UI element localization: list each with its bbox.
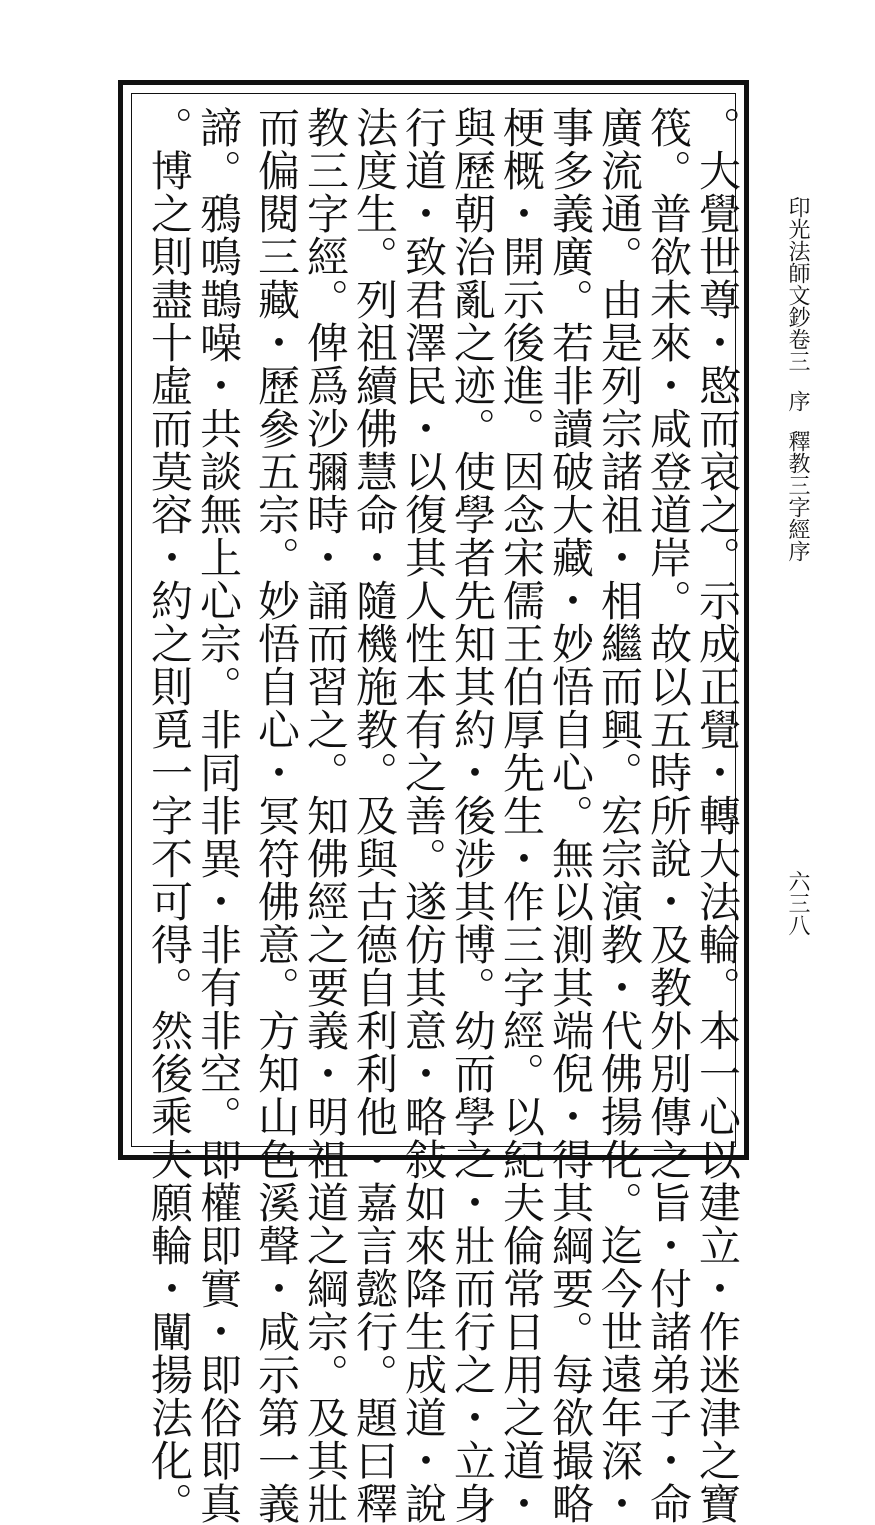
- text-column-8: 法度生。列祖續佛慧命・隨機施教。及與古德自利利他・嘉言懿行。題曰釋: [350, 106, 399, 1525]
- running-header: [783, 196, 811, 562]
- text-column-6: 與歷朝治亂之迹。使學者先知其約・後涉其博。幼而學之・壯而行之・立身: [448, 106, 497, 1525]
- text-column-9: 教三字經。俾爲沙彌時・誦而習之。知佛經之要義・明祖道之綱宗。及其壯: [301, 106, 350, 1525]
- text-column-11: 諦。鴉鳴鵲噪・共談無上心宗。非同非異・非有非空。即權即實・即俗即真: [194, 106, 243, 1525]
- header-book-title: 印光法師文鈔卷三: [785, 196, 810, 372]
- text-column-4: 事多義廣。若非讀破大藏・妙悟自心。無以測其端倪・得其綱要。每欲撮略: [546, 106, 595, 1525]
- text-column-12: 。博之則盡十虛而莫容・約之則覓一字不可得。然後乘大願輪・闡揚法化。: [145, 106, 194, 1525]
- text-column-7: 行道・致君澤民・以復其人性本有之善。遂仿其意・略敍如來降生成道・說: [399, 106, 448, 1525]
- header-chapter: 釋教三字經序: [785, 430, 810, 562]
- text-column-5: 梗概・開示後進。因念宋儒王伯厚先生・作三字經。以紀夫倫常日用之道・: [497, 106, 546, 1525]
- header-section: 序: [785, 390, 810, 412]
- text-column-2: 筏。普欲未來・咸登道岸。故以五時所說・及教外別傳之旨・付諸弟子・命: [644, 106, 693, 1525]
- text-column-3: 廣流通。由是列宗諸祖・相繼而興。宏宗演教・代佛揚化。迄今世遠年深・: [595, 106, 644, 1525]
- page-number: 六三八: [785, 870, 810, 936]
- text-column-1: 。大覺世尊・愍而哀之。示成正覺・轉大法輪。本一心以建立・作迷津之寶: [693, 106, 742, 1525]
- text-column-10: 而偏閱三藏・歷參五宗。妙悟自心・冥符佛意。方知山色溪聲・咸示第一義: [252, 106, 301, 1525]
